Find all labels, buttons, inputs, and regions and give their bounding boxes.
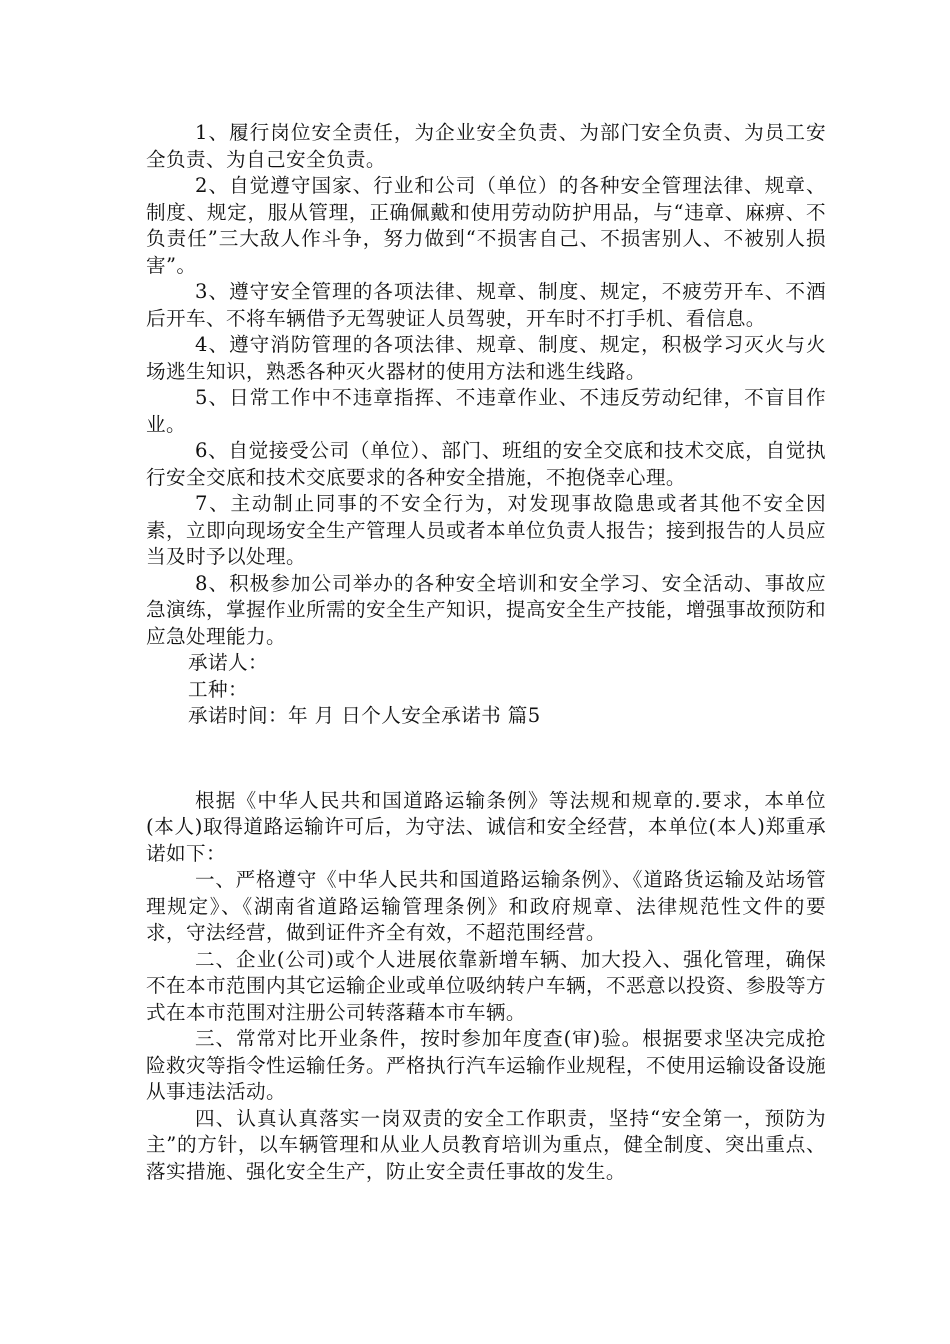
section-spacer: [146, 730, 826, 778]
paragraph-item-6: 6、自觉接受公司（单位）、部门、班组的安全交底和技术交底，自觉执行安全交底和技术交底要求的各种安全措施，不抱侥幸心理。: [146, 439, 826, 489]
signature-promisor: 承诺人：: [188, 651, 268, 674]
paragraph-clause-3: 三、常常对比开业条件，按时参加年度查(审)验。根据要求坚决完成抢险救灾等指令性运输任务。严格执行汽车运输作业规程，不使用运输设备设施从事违法活动。: [146, 1027, 826, 1103]
section-personal-commitment: [146, 120, 826, 730]
signature-date-line: 承诺时间：年 月 日个人安全承诺书 篇5: [188, 704, 541, 727]
paragraph-clause-1: 一、严格遵守《中华人民共和国道路运输条例》、《道路货运输及站场管理规定》、《湖南省道路运输管理条例》和政府规章、法律规范性文件的要求，守法经营，做到证件齐全有效，不超范围经营。: [146, 868, 826, 944]
paragraph-item-5: 5、日常工作中不违章指挥、不违章作业、不违反劳动纪律，不盲目作业。: [146, 386, 826, 436]
paragraph-clause-2: 二、企业(公司)或个人进展依靠新增车辆、加大投入、强化管理，确保不在本市范围内其它运输企业或单位吸纳转户车辆，不恶意以投资、参股等方式在本市范围对注册公司转落藉本市车辆。: [146, 947, 826, 1024]
paragraph-item-3: 3、遵守安全管理的各项法律、规章、制度、规定，不疲劳开车、不酒后开车、不将车辆借予无驾驶证人员驾驶，开车时不打手机、看信息。: [146, 280, 826, 330]
paragraph-item-1: 1、履行岗位安全责任，为企业安全负责、为部门安全负责、为员工安全负责、为自己安全负责。: [146, 121, 826, 171]
paragraph-item-7: 7、主动制止同事的不安全行为，对发现事故隐患或者其他不安全因素，立即向现场安全生产管理人员或者本单位负责人报告；接到报告的人员应当及时予以处理。: [146, 492, 826, 568]
signature-job-type: 工种：: [188, 677, 248, 701]
section-road-transport-commitment: [146, 788, 826, 1186]
paragraph-clause-4: 四、认真认真落实一岗双责的安全工作职责，坚持“安全第一，预防为主”的方针，以车辆管理和从业人员教育培训为重点，健全制度、突出重点、落实措施、强化安全生产，防止安全责任事故的发生。: [146, 1106, 826, 1183]
paragraph-item-4: 4、遵守消防管理的各项法律、规章、制度、规定，积极学习灭火与火场逃生知识，熟悉各种灭火器材的使用方法和逃生线路。: [146, 333, 826, 383]
paragraph-item-2: 2、自觉遵守国家、行业和公司（单位）的各种安全管理法律、规章、制度、规定，服从管理，正确佩戴和使用劳动防护用品，与“违章、麻痹、不负责任”三大敌人作斗争，努力做到“不损害自己、不损害别人、不被别人损害”。: [146, 174, 826, 277]
document-page: [146, 120, 826, 1185]
paragraph-item-8: 8、积极参加公司举办的各种安全培训和安全学习、安全活动、事故应急演练，掌握作业所需的安全生产知识，提高安全生产技能，增强事故预防和应急处理能力。: [146, 571, 826, 648]
paragraph-intro: 根据《中华人民共和国道路运输条例》等法规和规章的.要求，本单位(本人)取得道路运输许可后，为守法、诚信和安全经营，本单位(本人)郑重承诺如下：: [146, 788, 826, 865]
